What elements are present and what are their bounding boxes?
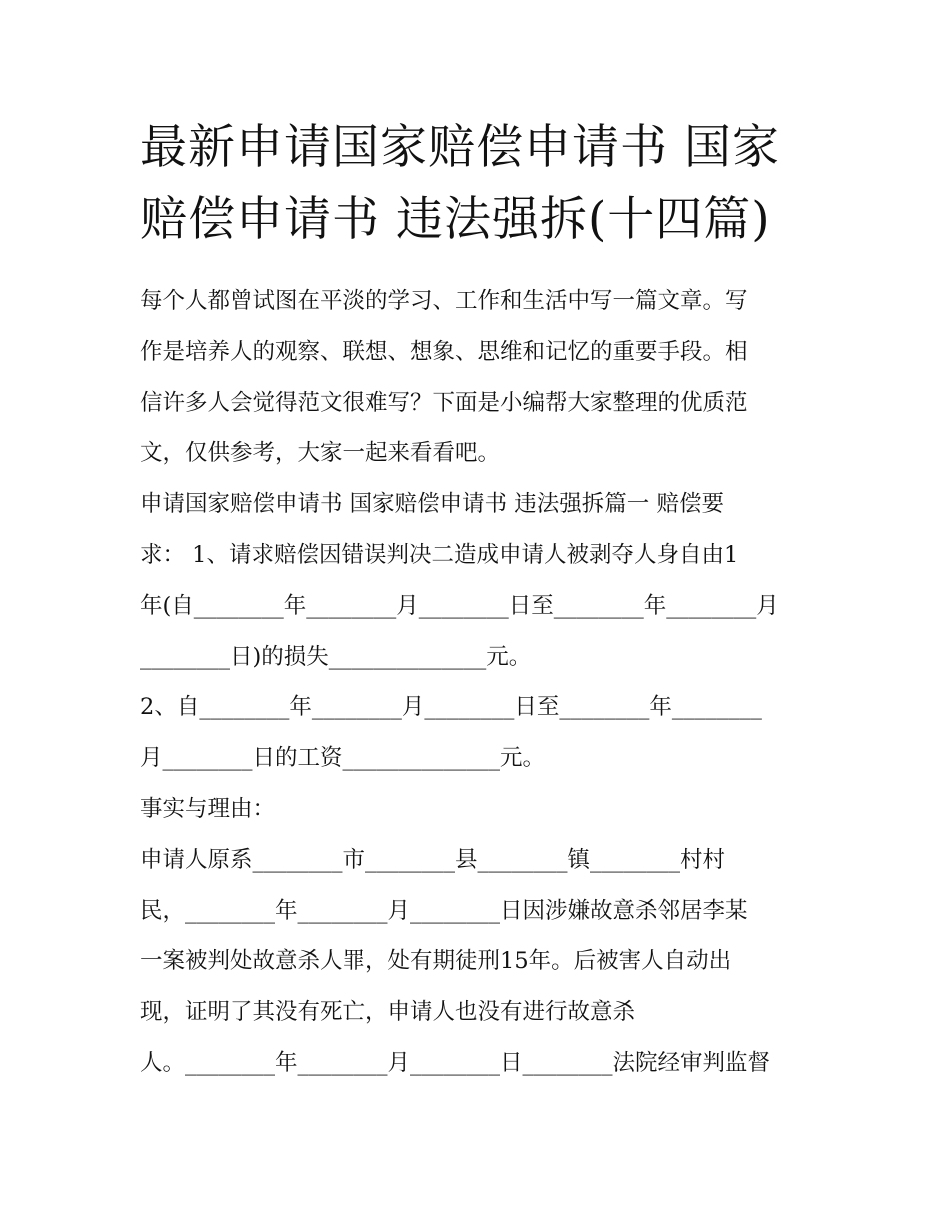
facts-line-3: 一案被判处故意杀人罪，处有期徒刑15年。后被害人自动出 [140,948,732,975]
document-title [140,112,820,256]
claim-2-line-1: 2、自________年________月________日至________年________ [140,694,762,721]
claim-2-line-2: 月________日的工资______________元。 [140,745,546,772]
intro-line-2: 作是培养人的观察、联想、想象、思维和记忆的重要手段。相 [140,338,748,365]
intro-line-3: 信许多人会觉得范文很难写？下面是小编帮大家整理的优质范 [140,389,748,416]
title-line-2: 赔偿申请书 违法强拆(十四篇) [140,192,771,247]
claim-1-line-3: ________日)的损失______________元。 [140,643,532,670]
facts-line-5: 人。________年________月________日________法院经审判监督 [140,1049,771,1076]
intro-line-4: 文，仅供参考，大家一起来看看吧。 [140,440,501,467]
document-body [140,276,815,1089]
intro-line-1: 每个人都曾试图在平淡的学习、工作和生活中写一篇文章。写 [140,288,748,314]
facts-line-4: 现，证明了其没有死亡，申请人也没有进行故意杀 [140,999,636,1026]
claim-1-line-2: 年(自________年________月________日至________年________月 [140,592,779,619]
facts-line-2: 民，________年________月________日因涉嫌故意杀邻居李某 [140,897,748,924]
section-heading-line: 申请国家赔偿申请书 国家赔偿申请书 违法强拆篇一 赔偿要 [140,491,724,518]
facts-heading: 事实与理由： [140,795,276,822]
facts-line-1: 申请人原系________市________县________镇________村村 [140,846,726,873]
title-line-1: 最新申请国家赔偿申请书 国家 [140,120,780,175]
claim-1-line-1: 求： 1、请求赔偿因错误判决二造成申请人被剥夺人身自由1 [140,541,739,568]
